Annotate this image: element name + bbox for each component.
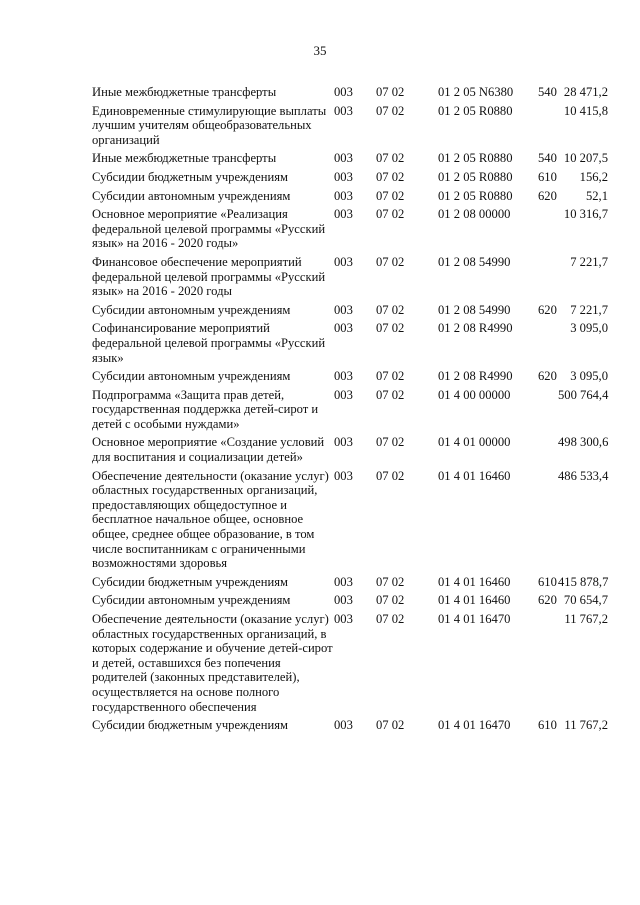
- row-name: Обеспечение деятельности (оказание услуг) областных государственных организаций, в которых содержание и обучение детей-сирот и детей, оставшихся без попечения родителей (законных представителей), осуществляется на основе полного государственного обеспечения: [92, 612, 333, 714]
- row-section-code: 07 02: [376, 302, 405, 317]
- row-expense-type: [538, 207, 558, 255]
- row-sum: 70 654,7: [563, 593, 608, 608]
- row-expense-type: 610: [538, 574, 557, 589]
- row-target-code: 01 2 05 N6380: [438, 85, 514, 99]
- row-section-code: 07 02: [376, 387, 405, 402]
- row-target-code: 01 2 05 R0880: [438, 151, 513, 166]
- row-section-code: 07 02: [376, 435, 405, 450]
- row-section-code: 07 02: [376, 169, 405, 184]
- row-section-code: 07 02: [376, 207, 405, 222]
- row-sum: 500 764,4: [558, 387, 609, 402]
- row-name: Субсидии автономным учреждениям: [92, 369, 291, 384]
- row-target-code: 01 2 05 R0880: [438, 188, 513, 203]
- row-name: Основное мероприятие «Реализация федеральной целевой программы «Русский язык» на 2016 - 2020 годы»: [92, 207, 326, 251]
- row-sum: 3 095,0: [570, 321, 608, 336]
- row-ved-code: 003: [334, 435, 353, 450]
- row-expense-type: 620: [538, 302, 557, 317]
- row-expense-type: [538, 321, 558, 369]
- row-ved-code: 003: [334, 387, 353, 402]
- row-target-code: 01 2 08 54990: [438, 302, 511, 317]
- row-ved-code: 003: [334, 254, 353, 269]
- table-row: [92, 435, 608, 468]
- table-row: [92, 469, 608, 575]
- row-sum: 11 767,2: [564, 718, 608, 733]
- row-name: Субсидии бюджетным учреждениям: [92, 169, 288, 184]
- row-section-code: 07 02: [376, 574, 405, 589]
- row-target-code: 01 4 01 16470: [438, 718, 511, 733]
- row-section-code: 07 02: [376, 103, 405, 118]
- table-row: [92, 170, 608, 189]
- row-sum: 3 095,0: [570, 369, 608, 384]
- row-section-code: 07 02: [376, 321, 405, 336]
- row-expense-type: 620: [538, 593, 557, 608]
- row-expense-type: [538, 435, 558, 468]
- row-section-code: 07 02: [376, 593, 405, 608]
- table-row: [92, 593, 608, 612]
- row-sum: 10 316,7: [563, 207, 608, 222]
- row-target-code: 01 2 05 R0880: [438, 103, 513, 118]
- row-ved-code: 003: [334, 151, 353, 166]
- row-section-code: 07 02: [376, 468, 405, 483]
- row-name: Субсидии бюджетным учреждениям: [92, 718, 288, 733]
- row-ved-code: 003: [334, 574, 353, 589]
- row-sum: 156,2: [579, 169, 608, 184]
- row-name: Субсидии автономным учреждениям: [92, 188, 291, 203]
- row-ved-code: 003: [334, 207, 353, 222]
- row-name: Иные межбюджетные трансферты: [92, 85, 277, 99]
- row-name: Субсидии бюджетным учреждениям: [92, 574, 288, 589]
- row-ved-code: 003: [334, 321, 353, 336]
- row-sum: 498 300,6: [558, 435, 609, 450]
- row-ved-code: 003: [334, 169, 353, 184]
- row-expense-type: 620: [538, 369, 557, 384]
- row-target-code: 01 2 08 00000: [438, 207, 511, 222]
- table-row: [92, 104, 608, 152]
- row-name: Субсидии автономным учреждениям: [92, 302, 291, 317]
- row-ved-code: 003: [334, 369, 353, 384]
- table-row: [92, 369, 608, 388]
- row-name: Софинансирование мероприятий федеральной целевой программы «Русский язык»: [92, 321, 326, 365]
- row-expense-type: 540: [538, 85, 557, 99]
- row-ved-code: 003: [334, 103, 353, 118]
- row-target-code: 01 2 08 R4990: [438, 321, 513, 336]
- row-sum: 52,1: [585, 188, 608, 203]
- row-ved-code: 003: [334, 593, 353, 608]
- row-sum: 7 221,7: [570, 302, 608, 317]
- row-sum: 10 207,5: [563, 151, 608, 166]
- table-row: [92, 575, 608, 594]
- row-target-code: 01 2 05 R0880: [438, 169, 513, 184]
- row-expense-type: [538, 104, 558, 152]
- row-target-code: 01 2 08 R4990: [438, 369, 513, 384]
- table-row: [92, 207, 608, 255]
- row-expense-type: 610: [538, 718, 557, 733]
- row-name: Иные межбюджетные трансферты: [92, 151, 277, 166]
- row-section-code: 07 02: [376, 151, 405, 166]
- row-target-code: 01 4 01 16460: [438, 468, 511, 483]
- row-sum: 415 878,7: [558, 574, 609, 589]
- row-expense-type: 610: [538, 169, 557, 184]
- table-row: [92, 303, 608, 322]
- row-target-code: 01 4 01 16460: [438, 593, 511, 608]
- row-sum: 10 415,8: [563, 103, 608, 118]
- row-expense-type: 620: [538, 188, 557, 203]
- row-sum: 7 221,7: [570, 254, 608, 269]
- row-name: Подпрограмма «Защита прав детей, государственная поддержка детей-сирот и детей с особыми нуждами»: [92, 387, 319, 431]
- row-expense-type: [538, 255, 558, 303]
- row-target-code: 01 4 00 00000: [438, 387, 511, 402]
- row-ved-code: 003: [334, 85, 353, 99]
- row-section-code: 07 02: [376, 85, 405, 99]
- row-section-code: 07 02: [376, 254, 405, 269]
- row-expense-type: [538, 469, 558, 575]
- row-expense-type: [538, 612, 558, 718]
- row-expense-type: [538, 388, 558, 436]
- row-section-code: 07 02: [376, 612, 405, 626]
- row-sum: 11 767,2: [564, 612, 608, 626]
- row-target-code: 01 4 01 16470: [438, 612, 511, 626]
- row-ved-code: 003: [334, 468, 353, 483]
- table-row: [92, 151, 608, 170]
- row-section-code: 07 02: [376, 718, 405, 733]
- row-name: Основное мероприятие «Создание условий для воспитания и социализации детей»: [92, 435, 325, 465]
- table-row: [92, 189, 608, 208]
- row-ved-code: 003: [334, 612, 353, 626]
- budget-table-body: [92, 85, 608, 737]
- row-name: Субсидии автономным учреждениям: [92, 593, 291, 608]
- row-target-code: 01 4 01 16460: [438, 574, 511, 589]
- page-number: 35: [313, 43, 327, 58]
- row-target-code: 01 4 01 00000: [438, 435, 511, 450]
- row-name: Обеспечение деятельности (оказание услуг) областных государственных организаций, предоставляющих общедоступное и бесплатное начальное общее, основное общее, среднее общее образование, в том числе воспитанникам с ограниченными возможностями здоровья: [92, 468, 329, 571]
- row-ved-code: 003: [334, 188, 353, 203]
- table-row: [92, 85, 608, 104]
- row-name: Единовременные стимулирующие выплаты лучшим учителям общеобразовательных организаций: [92, 103, 327, 147]
- row-ved-code: 003: [334, 718, 353, 733]
- row-expense-type: 540: [538, 151, 557, 166]
- table-row: [92, 255, 608, 303]
- table-row: [92, 612, 608, 718]
- table-row: [92, 388, 608, 436]
- row-section-code: 07 02: [376, 188, 405, 203]
- budget-table: [92, 85, 608, 737]
- table-row: [92, 718, 608, 737]
- row-target-code: 01 2 08 54990: [438, 254, 511, 269]
- row-sum: 28 471,2: [563, 85, 608, 99]
- row-section-code: 07 02: [376, 369, 405, 384]
- row-sum: 486 533,4: [558, 468, 609, 483]
- table-row: [92, 321, 608, 369]
- row-ved-code: 003: [334, 302, 353, 317]
- row-name: Финансовое обеспечение мероприятий федеральной целевой программы «Русский язык» на 2016 - 2020 годы: [92, 254, 326, 299]
